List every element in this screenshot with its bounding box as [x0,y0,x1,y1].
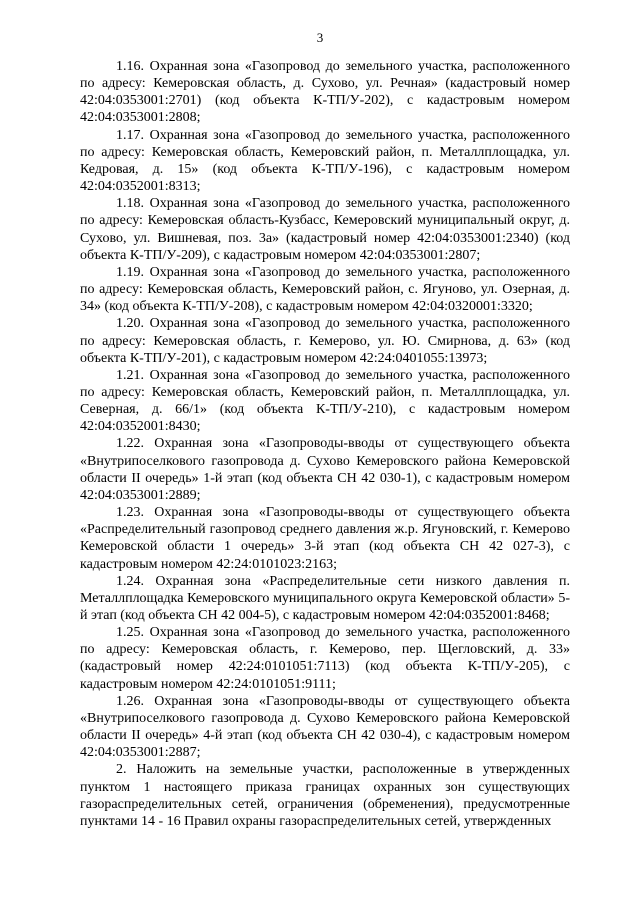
document-body [80,58,570,830]
paragraph-1-21: 1.21. Охранная зона «Газопровод до земельного участка, расположенного по адресу: Кемеровская область, Кемеровский район, п. Металлплощадка, ул. Северная, д. 66/1» (код объекта К-ТП/У-210), с кадастровым номером 42:04:0352001:8430; [80,367,570,435]
paragraph-1-23: 1.23. Охранная зона «Газопроводы-вводы от существующего объекта «Распределительный газопровод среднего давления ж.р. Ягуновский, г. Кемерово Кемеровской области 1 очередь» 3-й этап (код объекта СН 42 027-3), с кадастровым номером 42:24:0101023:2163; [80,505,570,572]
paragraph-1-16: 1.16. Охранная зона «Газопровод до земельного участка, расположенного по адресу: Кемеровская область, д. Сухово, ул. Речная» (кадастровый номер 42:04:0353001:2701) (код объекта К-ТП/У-202), с кадастровым номером 42:04:0353001:2808; [80,59,570,126]
paragraph-1-18: 1.18. Охранная зона «Газопровод до земельного участка, расположенного по адресу: Кемеровская область-Кузбасс, Кемеровский муниципальный округ, д. Сухово, ул. Вишневая, поз. 3а» (кадастровый номер 42:04:0353001:2340) (код объекта К-ТП/У-209), с кадастровым номером 42:04:0353001:2807; [80,196,570,263]
paragraph-1-24: 1.24. Охранная зона «Распределительные сети низкого давления п. Металлплощадка Кемеровского муниципального округа Кемеровской области» 5-й этап (код объекта СН 42 004-5), с кадастровым номером 42:04:0352001:8468; [80,573,570,623]
page-number: 3 [316,30,324,45]
paragraph-1-20: 1.20. Охранная зона «Газопровод до земельного участка, расположенного по адресу: Кемеровская область, г. Кемерово, ул. Ю. Смирнова, д. 63» (код объекта К-ТП/У-201), с кадастровым номером 42:24:0401055:13973; [80,316,570,366]
paragraph-1-22: 1.22. Охранная зона «Газопроводы-вводы от существующего объекта «Внутрипоселкового газопровода д. Сухово Кемеровского района Кемеровской области II очередь» 1-й этап (код объекта СН 42 030-1), с кадастровым номером 42:04:0353001:2889; [80,436,570,503]
paragraph-1-17: 1.17. Охранная зона «Газопровод до земельного участка, расположенного по адресу: Кемеровская область, Кемеровский район, п. Металлплощадка, ул. Кедровая, д. 15» (код объекта К-ТП/У-196), с кадастровым номером 42:04:0352001:8313; [80,127,570,195]
paragraph-1-19: 1.19. Охранная зона «Газопровод до земельного участка, расположенного по адресу: Кемеровская область, Кемеровский район, с. Ягуново, ул. Озерная, д. 34» (код объекта К-ТП/У-208), с кадастровым номером 42:04:0320001:3320; [80,264,570,315]
paragraph-1-26: 1.26. Охранная зона «Газопроводы-вводы от существующего объекта «Внутрипоселкового газопровода д. Сухово Кемеровского района Кемеровской области II очередь» 4-й этап (код объекта СН 42 030-4), с кадастровым номером 42:04:0353001:2887; [80,693,570,761]
paragraph-2: 2. Наложить на земельные участки, расположенные в утвержденных пунктом 1 настоящего приказа границах охранных зон существующих газораспределительных сетей, ограничения (обременения), предусмотренные пунктами 14 - 16 Правил охраны газораспределительных сетей, утвержденных [80,762,570,829]
paragraph-1-25: 1.25. Охранная зона «Газопровод до земельного участка, расположенного по адресу: Кемеровская область, г. Кемерово, пер. Щегловский, д. 33» (кадастровый номер 42:24:0101051:7113) (код объекта К-ТП/У-205), с кадастровым номером 42:24:0101051:9111; [80,625,570,692]
